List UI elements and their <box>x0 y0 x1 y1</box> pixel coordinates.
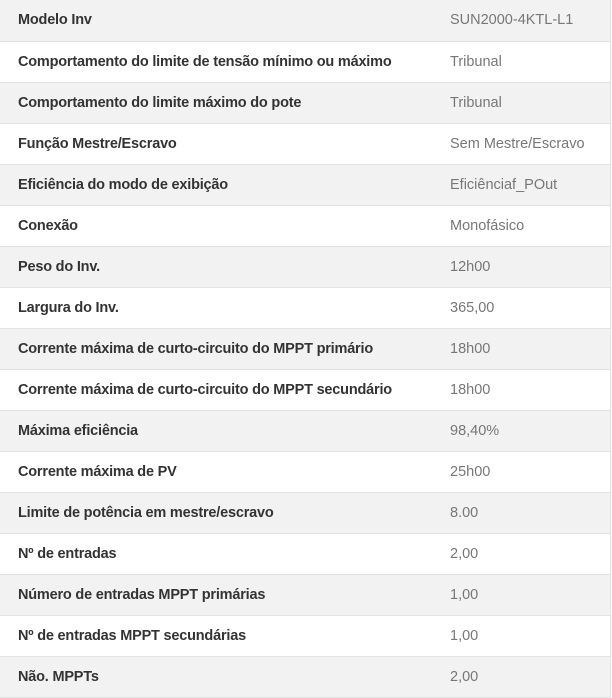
spec-label: Modelo Inv <box>0 0 434 41</box>
spec-label: Corrente máxima de curto-circuito do MPPT secundário <box>0 369 434 410</box>
spec-label: Corrente máxima de curto-circuito do MPPT primário <box>0 328 434 369</box>
spec-value: Monofásico <box>434 205 610 246</box>
spec-row-largura <box>0 287 610 328</box>
spec-label: Máxima eficiência <box>0 410 434 451</box>
spec-label: Comportamento do limite de tensão mínimo ou máximo <box>0 41 434 82</box>
spec-label: Corrente máxima de PV <box>0 451 434 492</box>
spec-row-conexao <box>0 205 610 246</box>
spec-value: 2,00 <box>434 656 610 697</box>
spec-label: Função Mestre/Escravo <box>0 123 434 164</box>
spec-value: Tribunal <box>434 82 610 123</box>
spec-value: Eficiênciaf_POut <box>434 164 610 205</box>
spec-row-eficiencia-modo <box>0 164 610 205</box>
spec-value: 8.00 <box>434 492 610 533</box>
spec-row-entradas-mppt-primarias <box>0 574 610 615</box>
spec-value: SUN2000-4KTL-L1 <box>434 0 610 41</box>
spec-label: Peso do Inv. <box>0 246 434 287</box>
spec-label: Número de entradas MPPT primárias <box>0 574 434 615</box>
spec-value: 12h00 <box>434 246 610 287</box>
spec-row-modelo-inv <box>0 0 610 41</box>
spec-row-entradas-mppt-secundarias <box>0 615 610 656</box>
spec-value: 365,00 <box>434 287 610 328</box>
spec-value: Tribunal <box>434 41 610 82</box>
spec-value: Sem Mestre/Escravo <box>434 123 610 164</box>
spec-label: Não. MPPTs <box>0 656 434 697</box>
spec-value: 2,00 <box>434 533 610 574</box>
spec-value: 98,40% <box>434 410 610 451</box>
spec-label: Nº de entradas MPPT secundárias <box>0 615 434 656</box>
spec-label: Conexão <box>0 205 434 246</box>
spec-value: 18h00 <box>434 328 610 369</box>
spec-label: Largura do Inv. <box>0 287 434 328</box>
spec-label: Eficiência do modo de exibição <box>0 164 434 205</box>
spec-value: 25h00 <box>434 451 610 492</box>
spec-row-limite-pote <box>0 82 610 123</box>
spec-row-limite-tensao <box>0 41 610 82</box>
spec-row-mestre-escravo <box>0 123 610 164</box>
spec-row-corrente-mppt-primario <box>0 328 610 369</box>
spec-value: 1,00 <box>434 574 610 615</box>
spec-row-peso <box>0 246 610 287</box>
spec-row-num-entradas <box>0 533 610 574</box>
spec-label: Comportamento do limite máximo do pote <box>0 82 434 123</box>
spec-value: 18h00 <box>434 369 610 410</box>
spec-label: Limite de potência em mestre/escravo <box>0 492 434 533</box>
spec-value: 1,00 <box>434 615 610 656</box>
spec-row-corrente-mppt-secundario <box>0 369 610 410</box>
spec-row-corrente-pv <box>0 451 610 492</box>
spec-row-maxima-eficiencia <box>0 410 610 451</box>
spec-row-limite-potencia <box>0 492 610 533</box>
spec-label: Nº de entradas <box>0 533 434 574</box>
